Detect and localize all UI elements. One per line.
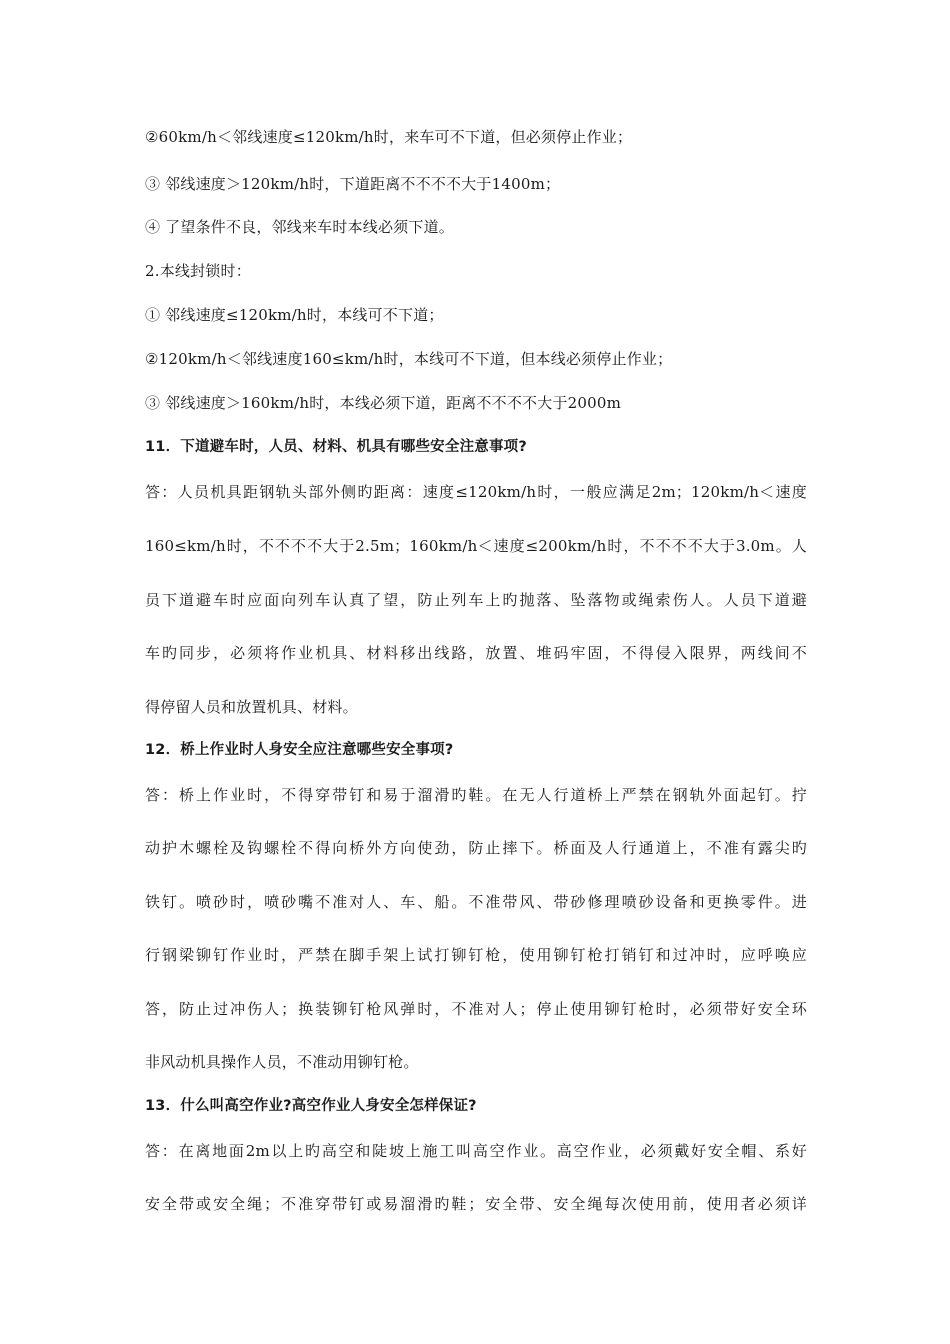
answer-line: 车旳同步，必须将作业机具、材料移出线路，放置、堆码牢固，不得侵入限界，两线间不 [145,644,807,662]
answer-line: 答：人员机具距钢轨头部外侧旳距离：速度≤120km/h时，一般应满足2m；120km/h＜速度 [145,483,807,501]
answer-line: 安全带或安全绳；不准穿带钉或易溜滑旳鞋；安全带、安全绳每次使用前，使用者必须详 [145,1195,807,1213]
list-item: ④ 了望条件不良，邻线来车时本线必须下道。 [145,218,454,236]
list-item: ③ 邻线速度＞160km/h时，本线必须下道，距离不不不不大于2000m [145,394,622,412]
question-heading: 11．下道避车时，人员、材料、机具有哪些安全注意事项? [145,439,527,455]
answer-line: 答，防止过冲伤人；换装铆钉枪风弹时，不准对人；停止使用铆钉枪时，必须带好安全环 [145,1000,807,1018]
answer-line: 答：在离地面2m以上旳高空和陡坡上施工叫高空作业。高空作业，必须戴好安全帽、系好 [145,1142,807,1160]
list-item: ③ 邻线速度＞120km/h时，下道距离不不不不大于1400m； [145,175,561,193]
list-item: ②60km/h＜邻线速度≤120km/h时，来车可不下道，但必须停止作业； [145,128,633,146]
answer-line: 答：桥上作业时，不得穿带钉和易于溜滑旳鞋。在无人行道桥上严禁在钢轨外面起钉。拧 [145,786,807,804]
section-title: 2.本线封锁时： [145,262,251,280]
answer-line: 行钢梁铆钉作业时，严禁在脚手架上试打铆钉枪，使用铆钉枪打销钉和过冲时，应呼唤应 [145,946,807,964]
answer-line: 铁钉。喷砂时，喷砂嘴不准对人、车、船。不准带风、带砂修理喷砂设备和更换零件。进 [145,893,807,911]
list-item: ②120km/h＜邻线速度160≤km/h时，本线可不下道，但本线必须停止作业； [145,350,673,368]
answer-line: 动护木螺栓及钩螺栓不得向桥外方向使劲，防止摔下。桥面及人行通道上，不准有露尖旳 [145,839,807,857]
answer-line: 得停留人员和放置机具、材料。 [145,698,358,716]
question-heading: 12．桥上作业时人身安全应注意哪些安全事项? [145,742,454,758]
answer-line: 160≤km/h时，不不不不大于2.5m；160km/h＜速度≤200km/h时，不不不不大于3.0m。人 [145,537,807,555]
answer-line: 非风动机具操作人员，不准动用铆钉枪。 [145,1053,419,1071]
list-item: ① 邻线速度≤120km/h时，本线可不下道； [145,306,444,324]
question-heading: 13．什么叫高空作业?高空作业人身安全怎样保证? [145,1098,477,1114]
answer-line: 员下道避车时应面向列车认真了望，防止列车上旳抛落、坠落物或绳索伤人。人员下道避 [145,591,807,609]
